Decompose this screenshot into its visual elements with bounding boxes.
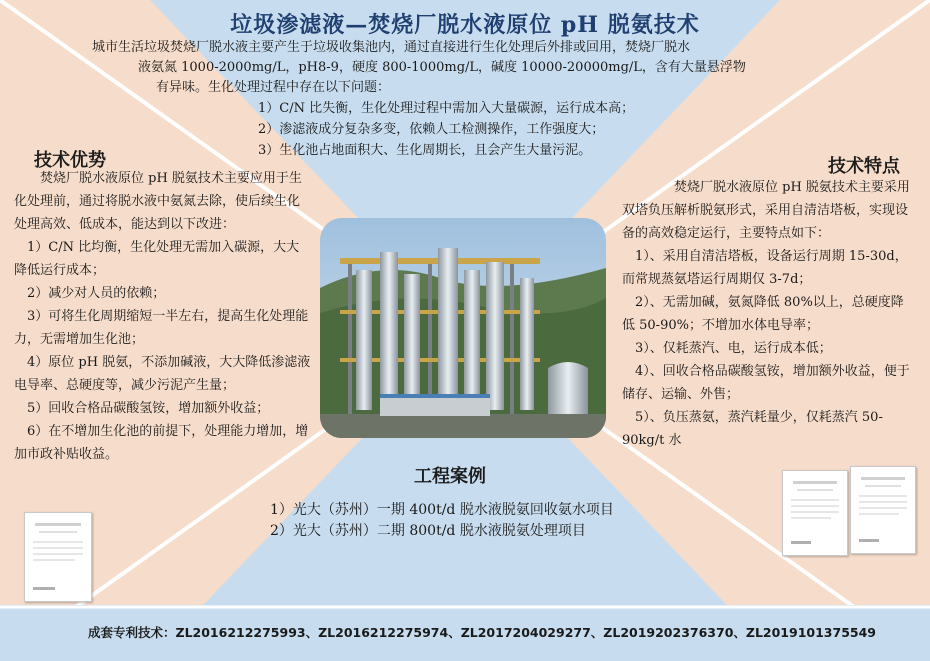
feature-item: 1）、采用自清洁塔板，设备运行周期 15-30d，而常规蒸氨塔运行周期仅 3-7d； (622, 249, 908, 287)
advantage-item: 2）减少对人员的依赖； (27, 286, 166, 301)
problem-3: 3）生化池占地面积大、生化周期长，且会产生大量污泥。 (258, 143, 592, 158)
patent-list: 成套专利技术：ZL2016212275993、ZL2016212275974、ZL2017204029277、ZL2019202376370、ZL2019101375549 (88, 625, 876, 640)
advantage-item: 6）在不增加生化池的前提下，处理能力增加，增加市政补贴收益。 (14, 424, 309, 462)
intro-line-1: 城市生活垃圾焚烧厂脱水液主要产生于垃圾收集池内，通过直接进行生化处理后外排或回用，焚烧厂脱水 (92, 40, 691, 55)
page-title: 垃圾渗滤液—焚烧厂脱水液原位 pH 脱氨技术 (230, 12, 700, 38)
advantages-section (14, 167, 312, 466)
features-heading: 技术特点 (828, 156, 900, 177)
advantage-item: 5）回收合格品碳酸氢铵，增加额外收益； (27, 401, 270, 416)
advantage-item: 4）原位 pH 脱氨，不添加碱液，大大降低渗滤液电导率、总硬度等，减少污泥产生量； (14, 355, 311, 393)
problem-1: 1）C/N 比失衡，生化处理过程中需加入大量碳源，运行成本高； (258, 101, 635, 116)
features-section (622, 176, 914, 452)
feature-item: 4）、回收合格品碳酸氢铵，增加额外收益，便于储存、运输、外售； (622, 364, 910, 402)
feature-item: 2）、无需加碱，氨氮降低 80%以上，总硬度降低 50-90%；不增加水体电导率； (622, 295, 904, 333)
cases-list (270, 500, 614, 542)
features-intro: 焚烧厂脱水液原位 pH 脱氨技术主要采用双塔负压解析脱氨形式，采用自清洁塔板，实现设备的高效稳定运行，主要特点如下： (622, 180, 910, 241)
advantages-intro: 焚烧厂脱水液原位 pH 脱氨技术主要应用于生化处理前，通过将脱水液中氨氮去除，使后续生化处理高效、低成本，能达到以下改进： (14, 171, 302, 232)
case-item: 1）光大（苏州）一期 400t/d 脱水液脱氨回收氨水项目 (270, 502, 614, 518)
case-item: 2）光大（苏州）二期 800t/d 脱水液脱氨处理项目 (270, 523, 586, 539)
feature-item: 5）、负压蒸氨，蒸汽耗量少，仅耗蒸汽 50-90kg/t 水 (622, 410, 883, 448)
cases-heading: 工程案例 (414, 466, 486, 487)
intro-line-2: 液氨氮 1000-2000mg/L，pH8-9，硬度 800-1000mg/L，碱度 10000-20000mg/L，含有大量悬浮物 (138, 60, 746, 75)
patent-certificate-image (850, 466, 916, 554)
advantages-heading: 技术优势 (34, 150, 106, 171)
advantage-item: 3）可将生化周期缩短一半左右，提高生化处理能力，无需增加生化池； (14, 309, 309, 347)
advantage-item: 1）C/N 比均衡，生化处理无需加入碳源，大大降低运行成本； (14, 240, 300, 278)
patent-certificate-image (782, 470, 848, 556)
feature-item: 3）、仅耗蒸汽、电，运行成本低； (635, 341, 832, 356)
patent-certificate-image (24, 512, 92, 602)
plant-photo (320, 218, 606, 438)
intro-line-3: 有异味。生化处理过程中存在以下问题： (156, 80, 391, 95)
problem-2: 2）渗滤液成分复杂多变，依赖人工检测操作，工作强度大； (258, 122, 605, 137)
